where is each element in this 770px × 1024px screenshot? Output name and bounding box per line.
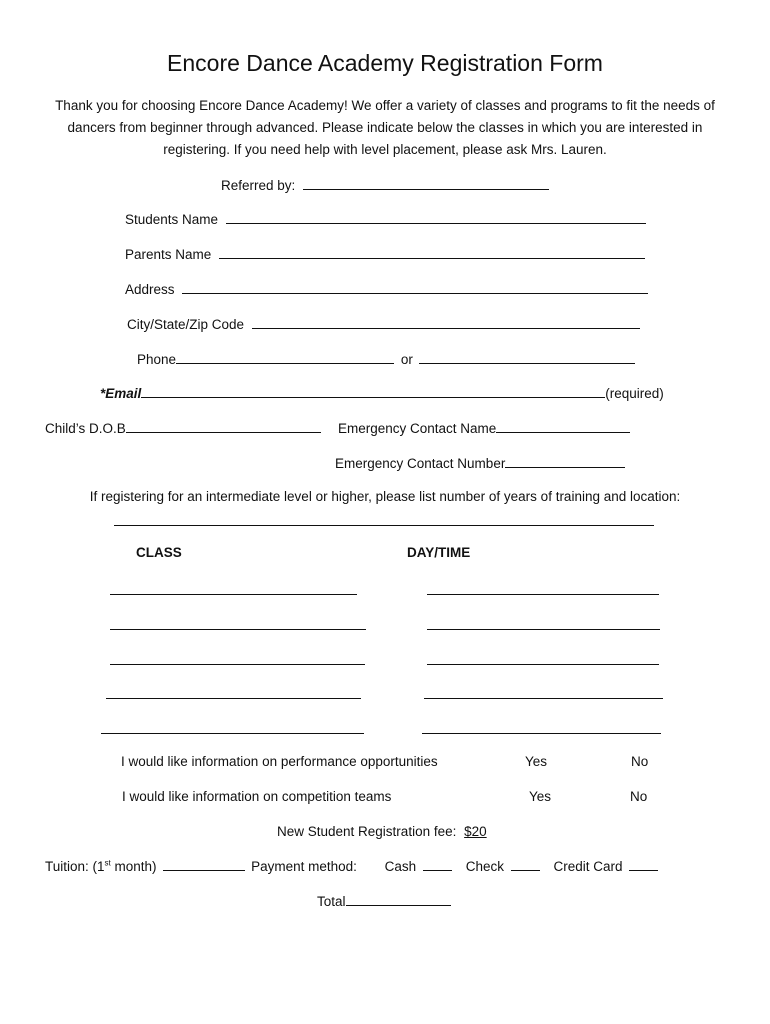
city-state-zip-row: [127, 316, 640, 333]
city-state-zip-label: City/State/Zip Code: [127, 317, 245, 332]
intro-paragraph: Thank you for choosing Encore Dance Academy! We offer a variety of classes and programs to fit the needs of dancers from beginner through advanced. Please indicate below the classes in which you are interested in registering. If you need help with level placement, please ask Mrs. Lauren.: [55, 98, 715, 157]
address-row: [125, 281, 648, 298]
credit-card-label: Credit Card: [553, 859, 623, 874]
daytime-field-2[interactable]: [427, 629, 660, 630]
daytime-field-5[interactable]: [422, 733, 661, 734]
phone-row: [137, 351, 635, 368]
class-field-2[interactable]: [110, 629, 366, 630]
parents-name-row: [125, 246, 645, 263]
fee-label: New Student Registration fee:: [277, 824, 457, 839]
parents-name-field[interactable]: [219, 246, 645, 259]
email-required-label: (required): [605, 386, 664, 401]
address-field[interactable]: [182, 281, 648, 294]
students-name-row: [125, 211, 646, 228]
info-performance-label: I would like information on performance opportunities: [121, 754, 438, 769]
phone-label: Phone: [137, 352, 177, 367]
payment-method-label: Payment method:: [251, 859, 357, 874]
credit-card-field[interactable]: [629, 858, 658, 871]
check-field[interactable]: [511, 858, 540, 871]
check-label: Check: [465, 859, 504, 874]
daytime-header: DAY/TIME: [407, 545, 471, 560]
cash-field[interactable]: [423, 858, 452, 871]
daytime-field-4[interactable]: [424, 698, 663, 699]
email-row: [100, 385, 664, 402]
training-field[interactable]: [114, 525, 654, 526]
info-competition-no[interactable]: No: [630, 789, 648, 804]
tuition-label: [45, 859, 157, 874]
emergency-number-row: [335, 455, 625, 472]
total-field[interactable]: [346, 893, 451, 906]
phone-field[interactable]: [176, 351, 394, 364]
tuition-field[interactable]: [163, 858, 245, 871]
class-field-5[interactable]: [101, 733, 364, 734]
address-label: Address: [125, 282, 175, 297]
email-field[interactable]: [141, 385, 605, 398]
class-field-3[interactable]: [110, 664, 365, 665]
daytime-field-3[interactable]: [427, 664, 659, 665]
tuition-sup: st: [104, 858, 111, 868]
students-name-field[interactable]: [226, 211, 646, 224]
total-row: [317, 893, 451, 910]
students-name-label: Students Name: [125, 212, 219, 227]
referred-by-row: [221, 177, 549, 194]
email-label: *Email: [100, 386, 142, 401]
class-header: CLASS: [136, 545, 182, 560]
child-dob-field[interactable]: [126, 420, 321, 433]
emergency-number-label: Emergency Contact Number: [335, 456, 506, 471]
payment-row: [45, 858, 658, 875]
class-field-4[interactable]: [106, 698, 361, 699]
emergency-name-field[interactable]: [496, 420, 630, 433]
cash-label: Cash: [384, 859, 417, 874]
parents-name-label: Parents Name: [125, 247, 212, 262]
daytime-field-1[interactable]: [427, 594, 659, 595]
fee-amount: $20: [464, 824, 487, 839]
city-state-zip-field[interactable]: [252, 316, 640, 329]
training-prompt: If registering for an intermediate level or higher, please list number of years of training and location:: [89, 489, 681, 504]
info-competition-yes[interactable]: Yes: [529, 789, 552, 804]
class-field-1[interactable]: [110, 594, 357, 595]
emergency-number-field[interactable]: [505, 455, 625, 468]
phone-alt-field[interactable]: [419, 351, 635, 364]
referred-by-label: Referred by:: [221, 178, 296, 193]
info-performance-no[interactable]: No: [631, 754, 649, 769]
emergency-name-label: Emergency Contact Name: [338, 421, 497, 436]
info-performance-yes[interactable]: Yes: [525, 754, 548, 769]
phone-or-label: or: [400, 352, 413, 367]
info-competition-label: I would like information on competition teams: [122, 789, 392, 804]
dob-row: [45, 420, 321, 437]
referred-by-field[interactable]: [303, 177, 549, 190]
child-dob-label: Child’s D.O.B: [45, 421, 126, 436]
form-title: Encore Dance Academy Registration Form: [167, 50, 603, 76]
tuition-prefix: Tuition: (1: [45, 859, 105, 874]
emergency-name-row: [338, 420, 630, 437]
total-label: Total: [317, 894, 346, 909]
tuition-suffix: month): [110, 859, 157, 874]
fee-row: [277, 824, 487, 840]
